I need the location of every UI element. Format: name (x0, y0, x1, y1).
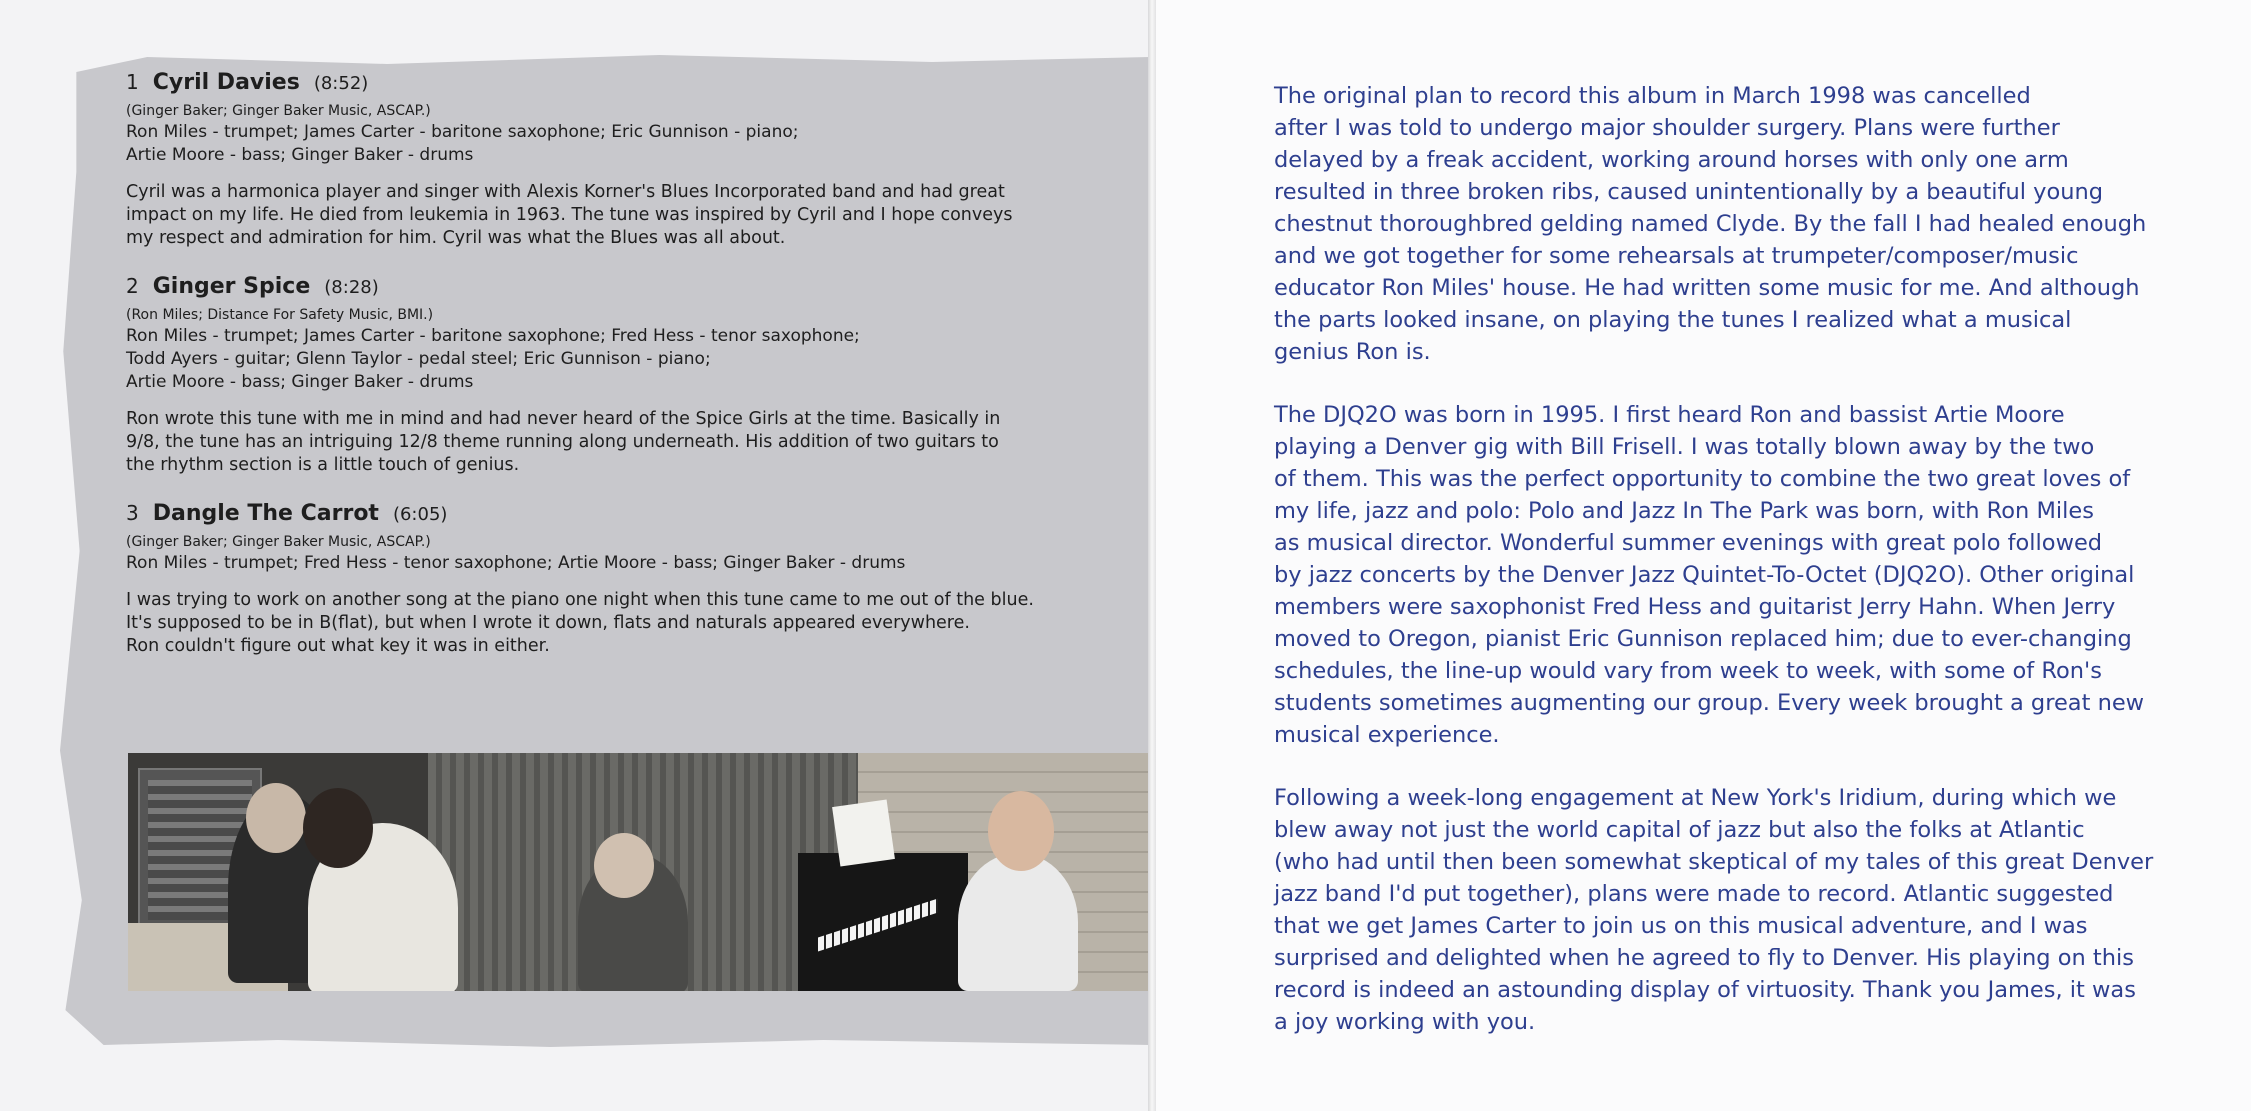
track-list (126, 70, 1116, 682)
track-entry (126, 274, 1116, 477)
track-personnel: Ron Miles - trumpet; James Carter - baritone saxophone; Fred Hess - tenor saxophone; Todd Ayers - guitar; Glenn Taylor - pedal steel; Eric Gunnison - piano; Artie Moore - bass; Ginger Baker - drums (126, 326, 860, 392)
track-title: Cyril Davies (152, 70, 300, 95)
track-credit: (Ginger Baker; Ginger Baker Music, ASCAP.) (126, 534, 431, 550)
photo-pianist-head (988, 791, 1054, 871)
track-title: Dangle The Carrot (152, 501, 379, 526)
photo-pianist-body (958, 853, 1078, 991)
track-header (126, 70, 1116, 95)
photo-musician-head (303, 788, 373, 868)
track-duration: (6:05) (392, 504, 448, 525)
photo-sheet-music (832, 799, 895, 866)
track-entry (126, 501, 1116, 658)
essay-paragraph: The DJQ2O was born in 1995. I first heard Ron and bassist Artie Moore playing a Denver gig with Bill Frisell. I was totally blown away by the two of them. This was the perfect opportunity to combine the two great loves of my life, jazz and polo: Polo and Jazz In The Park was born, with Ron Miles as musical director. Wonderful summer evenings with great polo followed by jazz concerts by the Denver Jazz Quintet-To-Octet (DJQ2O). Other original members were saxophonist Fred Hess and guitarist Jerry Hahn. When Jerry moved to Oregon, pianist Eric Gunnison replaced him; due to ever-changing schedules, the line-up would vary from week to week, with some of Ron's students sometimes augmenting our group. Every week brought a great new musical experience. (1274, 402, 2145, 748)
track-number: 1 (126, 70, 139, 94)
essay-paragraph: The original plan to record this album in March 1998 was cancelled after I was told to undergo major shoulder surgery. Plans were further delayed by a freak accident, working around horses with only one arm resulted in three broken ribs, caused unintentionally by a beautiful young chestnut thoroughbred gelding named Clyde. By the fall I had healed enough and we got together for some rehearsals at trumpeter/composer/music educator Ron Miles' house. He had written some music for me. And although the parts looked insane, on playing the tunes I realized what a musical genius Ron is. (1274, 83, 2147, 365)
track-notes: I was trying to work on another song at the piano one night when this tune came to me out of the blue. It's supposed to be in B(flat), but when I wrote it down, flats and naturals appeared everywhere. Ron couldn't figure out what key it was in either. (126, 590, 1034, 656)
track-notes: Ron wrote this tune with me in mind and had never heard of the Spice Girls at the time. Basically in 9/8, the tune has an intriguing 12/8 theme running along underneath. His addition of two guitars to the rhythm section is a little touch of genius. (126, 409, 1001, 475)
track-personnel: Ron Miles - trumpet; James Carter - baritone saxophone; Eric Gunnison - piano; Artie Moore - bass; Ginger Baker - drums (126, 122, 799, 165)
liner-notes-essay (1274, 80, 2204, 1069)
track-entry (126, 70, 1116, 250)
track-duration: (8:52) (313, 73, 369, 94)
track-credit: (Ron Miles; Distance For Safety Music, BMI.) (126, 307, 434, 323)
track-personnel: Ron Miles - trumpet; Fred Hess - tenor saxophone; Artie Moore - bass; Ginger Baker - drums (126, 553, 906, 573)
essay-paragraph: Following a week-long engagement at New York's Iridium, during which we blew away not just the world capital of jazz but also the folks at Atlantic (who had until then been somewhat skeptical of my tales of this great Denver jazz band I'd put together), plans were made to record. Atlantic suggested that we get James Carter to join us on this musical adventure, and I was surprised and delighted when he agreed to fly to Denver. His playing on this record is indeed an astounding display of virtuosity. Thank you James, it was a joy working with you. (1274, 785, 2154, 1035)
track-credit: (Ginger Baker; Ginger Baker Music, ASCAP.) (126, 103, 431, 119)
track-duration: (8:28) (324, 277, 379, 298)
booklet-spine (1148, 0, 1156, 1111)
photo-musician-head (246, 783, 306, 853)
track-number: 2 (126, 274, 139, 298)
studio-photo (128, 753, 1150, 991)
track-header (126, 501, 1116, 526)
track-number: 3 (126, 501, 139, 525)
track-notes: Cyril was a harmonica player and singer with Alexis Korner's Blues Incorporated band and had great impact on my life. He died from leukemia in 1963. The tune was inspired by Cyril and I hope conveys my respect and admiration for him. Cyril was what the Blues was all about. (126, 182, 1013, 248)
track-title: Ginger Spice (152, 274, 311, 299)
photo-drummer-head (594, 833, 654, 898)
track-header (126, 274, 1116, 299)
